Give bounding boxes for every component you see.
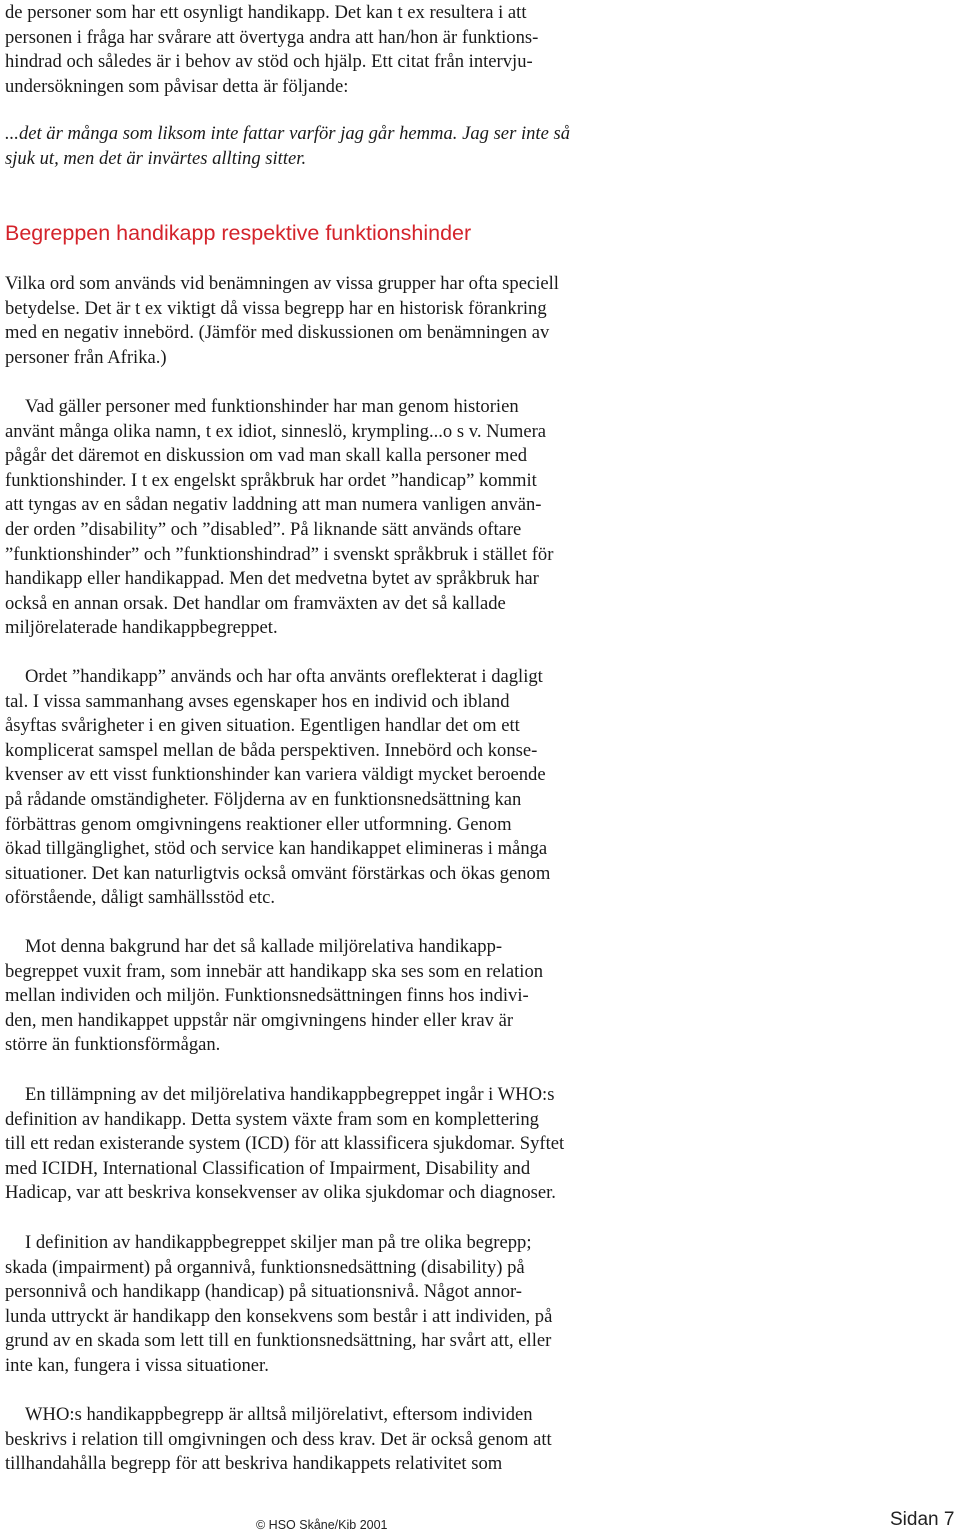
text-line: I definition av handikappbegreppet skiljer man på tre olika begrepp; bbox=[25, 1232, 532, 1253]
text-line: betydelse. Det är t ex viktigt då vissa begrepp har en historisk förankring bbox=[5, 297, 547, 319]
text-line: använt många olika namn, t ex idiot, sinneslö, krympling...o s v. Numera bbox=[5, 420, 547, 442]
paragraph-7 bbox=[5, 1403, 552, 1477]
text-line: mellan individen och miljön. Funktionsnedsättningen finns hos indivi- bbox=[5, 985, 529, 1007]
text-line: tal. I vissa sammanhang avses egenskaper hos en individ och ibland bbox=[5, 690, 510, 712]
text-line: pågår det däremot en diskussion om vad man skall kalla personer med bbox=[5, 445, 528, 467]
text-line: åsyftas svårigheter i en given situation. Egentligen handlar det om ett bbox=[5, 715, 520, 737]
text-line: definition av handikapp. Detta system växte fram som en komplettering bbox=[5, 1108, 539, 1130]
text-line: med en negativ innebörd. (Jämför med diskussionen om benämningen av bbox=[5, 322, 550, 344]
text-line: till ett redan existerande system (ICD) för att klassificera sjukdomar. Syftet bbox=[5, 1133, 565, 1155]
text-line: ”funktionshinder” och ”funktionshindrad” i svenskt språkbruk i stället för bbox=[5, 543, 554, 565]
intro-paragraph bbox=[5, 1, 538, 99]
paragraph-6 bbox=[5, 1231, 552, 1379]
quote-line: sjuk ut, men det är invärtes allting sitter. bbox=[5, 147, 307, 169]
text-line: personnivå och handikapp (handicap) på situationsnivå. Något annor- bbox=[5, 1281, 523, 1303]
paragraph-4 bbox=[5, 935, 543, 1058]
footer-copyright: © HSO Skåne/Kib 2001 bbox=[256, 1518, 388, 1532]
text-line: Vilka ord som används vid benämningen av vissa grupper har ofta speciell bbox=[5, 273, 559, 294]
text-line: inte kan, fungera i vissa situationer. bbox=[5, 1354, 269, 1376]
text-line: komplicerat samspel mellan de båda perspektiven. Innebörd och konse- bbox=[5, 739, 538, 761]
quote-line: ...det är många som liksom inte fattar varför jag går hemma. Jag ser inte så bbox=[5, 123, 571, 144]
text-line: tillhandahålla begrepp för att beskriva handikappets relativitet som bbox=[5, 1453, 503, 1475]
text-line: undersökningen som påvisar detta är följande: bbox=[5, 75, 349, 97]
text-line: den, men handikappet uppstår när omgivningens hinder eller krav är bbox=[5, 1009, 514, 1031]
text-line: större än funktionsförmågan. bbox=[5, 1034, 221, 1056]
text-line: på rådande omständigheter. Följderna av en funktionsnedsättning kan bbox=[5, 788, 522, 810]
text-line: Hadicap, var att beskriva konsekvenser av olika sjukdomar och diagnoser. bbox=[5, 1182, 556, 1204]
text-line: lunda uttryckt är handikapp den konsekvens som består i att individen, på bbox=[5, 1305, 553, 1327]
text-line: de personer som har ett osynligt handikapp. Det kan t ex resultera i att bbox=[5, 2, 527, 23]
text-line: förbättras genom omgivningens reaktioner eller utformning. Genom bbox=[5, 813, 512, 835]
text-line: också en annan orsak. Det handlar om framväxten av det så kallade bbox=[5, 592, 506, 614]
text-line: personen i fråga har svårare att övertyga andra att han/hon är funktions- bbox=[5, 26, 539, 48]
text-line: handikapp eller handikappad. Men det medvetna bytet av språkbruk har bbox=[5, 568, 539, 590]
text-line: oförstående, dåligt samhällsstöd etc. bbox=[5, 887, 276, 909]
text-line: Vad gäller personer med funktionshinder har man genom historien bbox=[25, 396, 519, 417]
paragraph-5 bbox=[5, 1083, 564, 1206]
paragraph-3 bbox=[5, 665, 550, 911]
text-line: Ordet ”handikapp” används och har ofta använts oreflekterat i dagligt bbox=[25, 666, 543, 687]
page-number: Sidan 7 bbox=[890, 1509, 955, 1530]
paragraph-2 bbox=[5, 395, 553, 641]
text-line: situationer. Det kan naturligtvis också omvänt förstärkas och ökas genom bbox=[5, 862, 551, 884]
text-line: WHO:s handikappbegrepp är alltså miljörelativt, eftersom individen bbox=[25, 1404, 533, 1425]
text-line: kvenser av ett visst funktionshinder kan variera väldigt mycket beroende bbox=[5, 764, 546, 786]
text-line: der orden ”disability” och ”disabled”. På liknande sätt används oftare bbox=[5, 518, 522, 540]
section-heading: Begreppen handikapp respektive funktionshinder bbox=[5, 221, 472, 245]
text-line: funktionshinder. I t ex engelskt språkbruk har ordet ”handicap” kommit bbox=[5, 469, 537, 491]
text-line: med ICIDH, International Classification of Impairment, Disability and bbox=[5, 1157, 531, 1179]
text-line: personer från Afrika.) bbox=[5, 346, 167, 368]
text-line: skada (impairment) på organnivå, funktionsnedsättning (disability) på bbox=[5, 1256, 525, 1278]
interview-quote bbox=[5, 122, 570, 171]
text-line: hindrad och således är i behov av stöd och hjälp. Ett citat från intervju- bbox=[5, 51, 533, 73]
text-line: ökad tillgänglighet, stöd och service kan handikappet elimineras i många bbox=[5, 838, 548, 860]
text-line: att tyngas av en sådan negativ laddning att man numera vanligen använ- bbox=[5, 494, 542, 516]
paragraph-1 bbox=[5, 272, 559, 370]
text-line: grund av en skada som lett till en funktionsnedsättning, har svårt att, eller bbox=[5, 1330, 552, 1352]
text-line: beskrivs i relation till omgivningen och dess krav. Det är också genom att bbox=[5, 1428, 552, 1450]
text-line: miljörelaterade handikappbegreppet. bbox=[5, 617, 278, 639]
text-line: En tillämpning av det miljörelativa handikappbegreppet ingår i WHO:s bbox=[25, 1084, 555, 1105]
text-line: begreppet vuxit fram, som innebär att handikapp ska ses som en relation bbox=[5, 960, 544, 982]
text-line: Mot denna bakgrund har det så kallade miljörelativa handikapp- bbox=[25, 936, 503, 957]
